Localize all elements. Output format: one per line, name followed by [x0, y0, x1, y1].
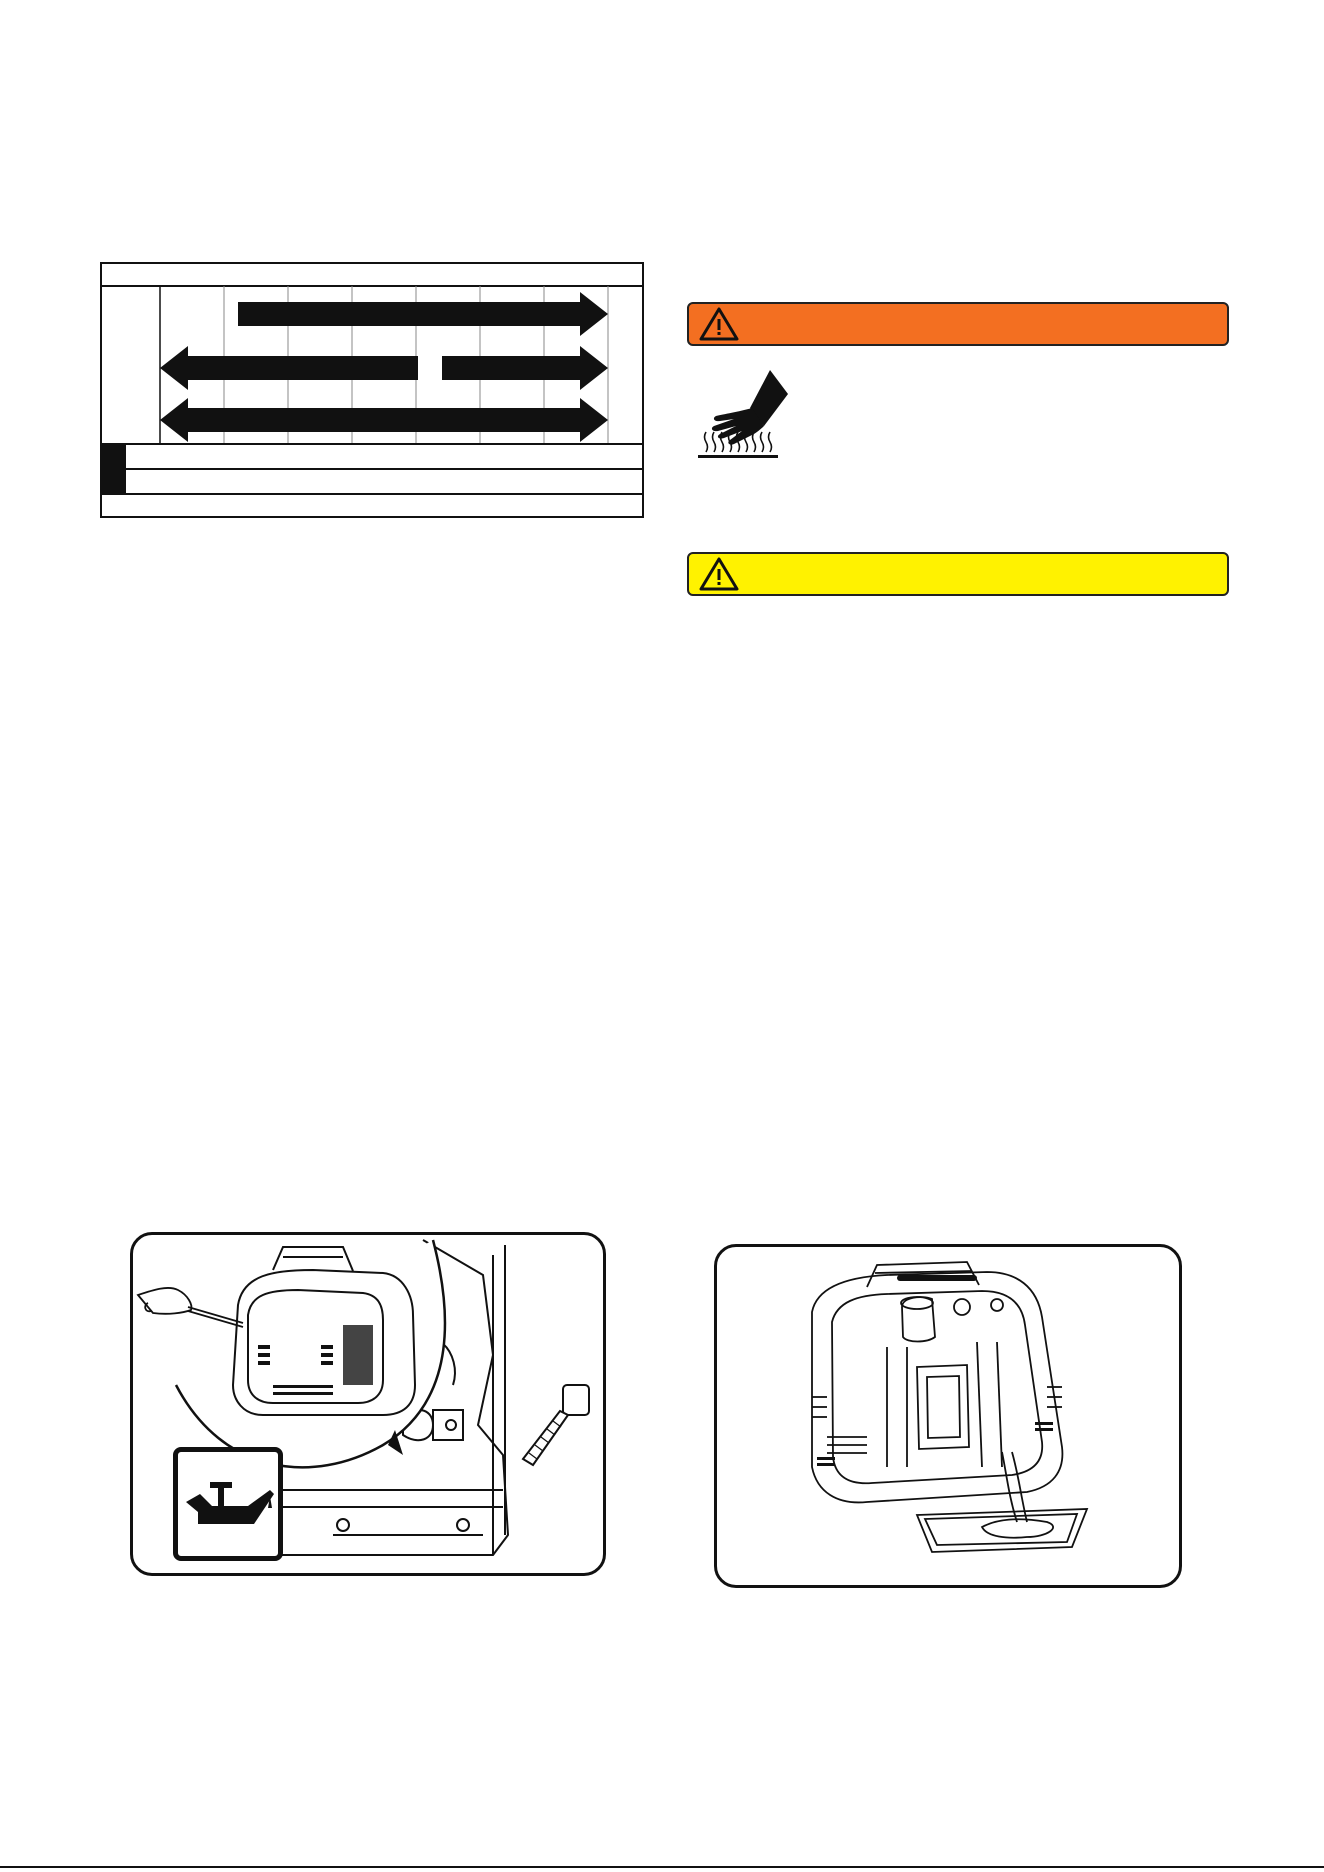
warning-triangle-icon	[699, 307, 739, 341]
warning-banner	[687, 302, 1229, 346]
oil-can-icon	[173, 1447, 283, 1561]
oil-drain-figure	[714, 1244, 1182, 1588]
page-bottom-rule	[0, 1866, 1324, 1868]
arrow-row-3	[160, 398, 608, 442]
oil-drain-illustration	[717, 1247, 1179, 1585]
arrow-row-2-right	[442, 346, 608, 390]
viscosity-chart-graphic	[102, 264, 642, 516]
caution-banner	[687, 552, 1229, 596]
oil-fill-figure	[130, 1232, 606, 1576]
arrow-row-2-left	[160, 346, 418, 390]
hot-surface-hand-icon	[698, 368, 798, 460]
warning-triangle-icon	[699, 557, 739, 591]
arrow-row-1	[238, 292, 608, 336]
oil-viscosity-chart	[100, 262, 644, 518]
